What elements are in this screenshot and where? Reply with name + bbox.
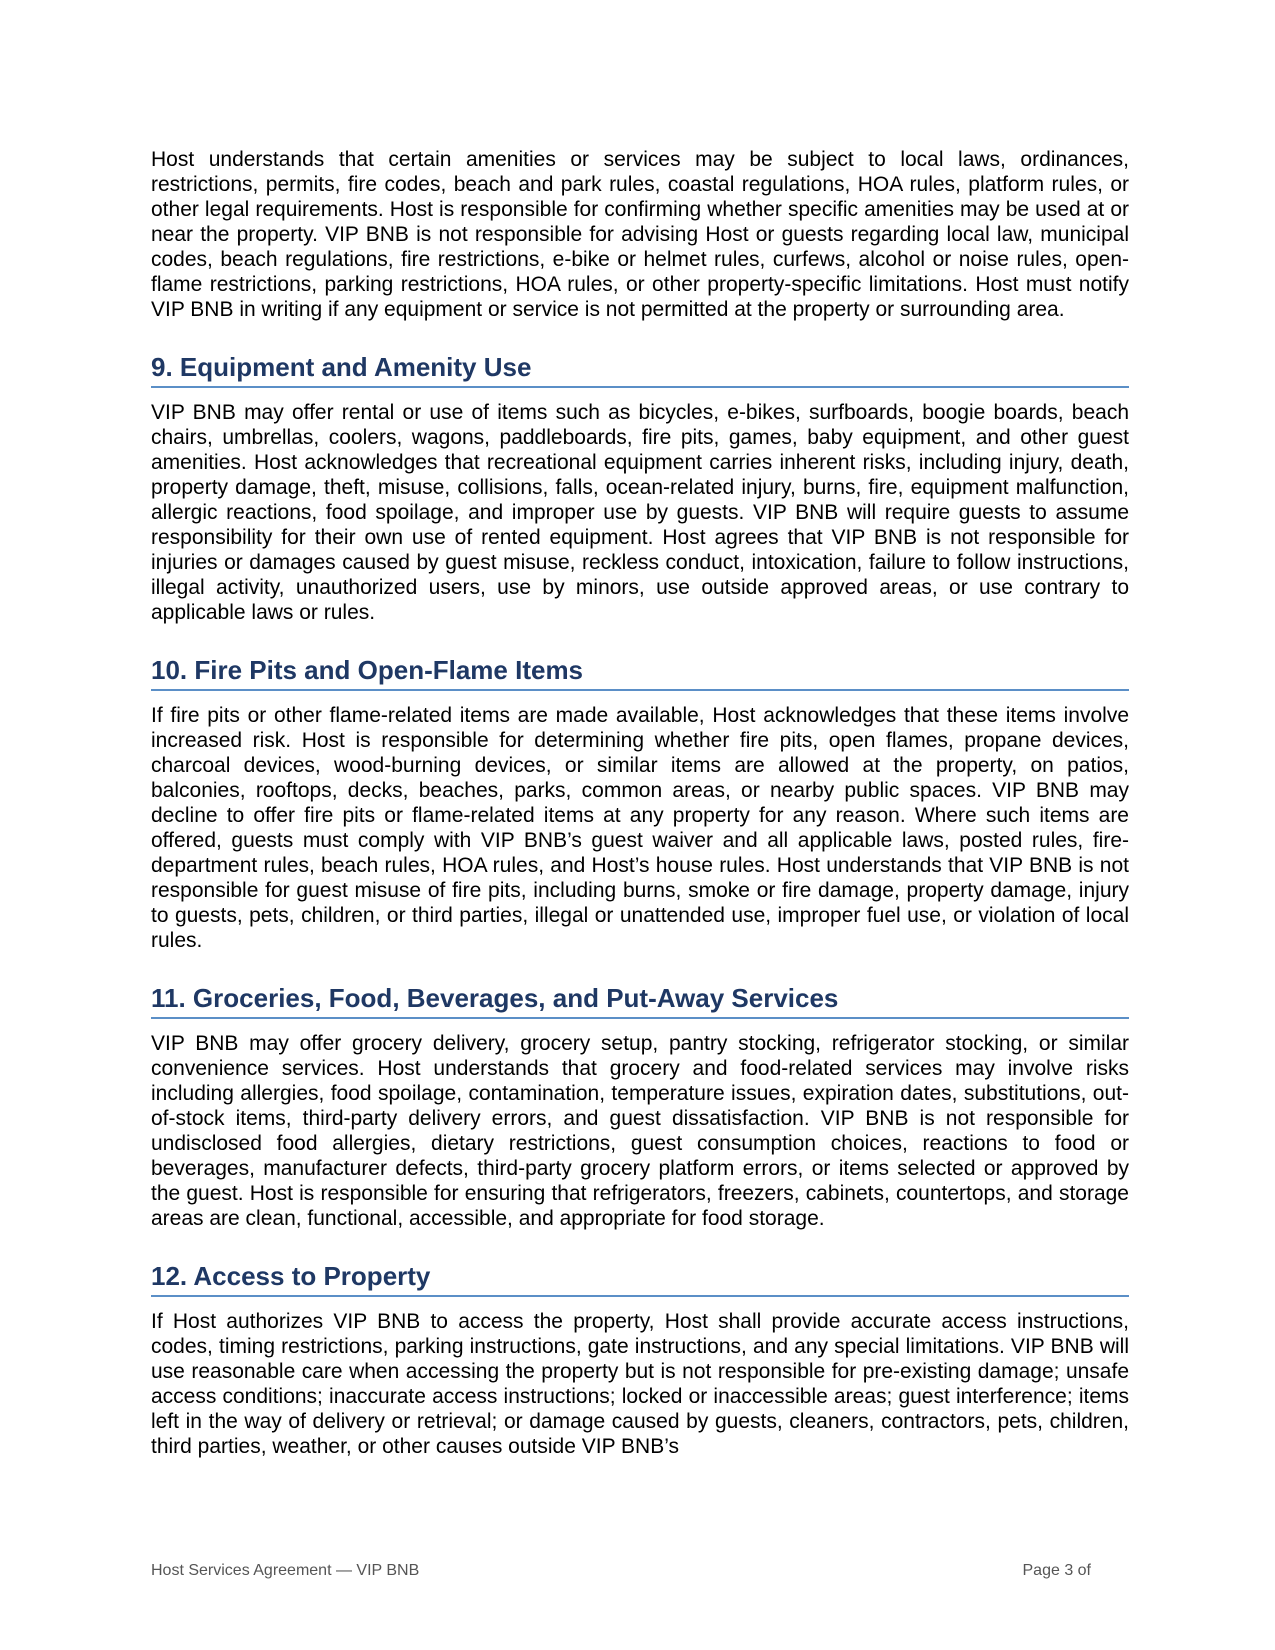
section-heading: 10. Fire Pits and Open-Flame Items <box>151 653 1129 691</box>
section-heading: 11. Groceries, Food, Beverages, and Put-Away Services <box>151 981 1129 1019</box>
section-paragraph: VIP BNB may offer rental or use of items such as bicycles, e-bikes, surfboards, boogie boards, beach chairs, umbrellas, coolers, wagons, paddleboards, fire pits, games, baby equipment, and other guest amenities. Host acknowledges that recreational equipment carries inherent risks, including injury, death, property damage, theft, misuse, collisions, falls, ocean-related injury, burns, fire, equipment malfunction, allergic reactions, food spoilage, and improper use by guests. VIP BNB will require guests to assume responsibility for their own use of rented equipment. Host agrees that VIP BNB is not responsible for injuries or damages caused by guest misuse, reckless conduct, intoxication, failure to follow instructions, illegal activity, unauthorized users, use by minors, use outside approved areas, or use contrary to applicable laws or rules. <box>151 401 1129 624</box>
section-equipment-amenity-use <box>151 350 1129 625</box>
section-heading: 9. Equipment and Amenity Use <box>151 350 1129 388</box>
document-page <box>151 147 1129 1459</box>
section-paragraph: If Host authorizes VIP BNB to access the property, Host shall provide accurate access instructions, codes, timing restrictions, parking instructions, gate instructions, and any special limitations. VIP BNB will use reasonable care when accessing the property but is not responsible for pre-existing damage; unsafe access conditions; inaccurate access instructions; locked or inaccessible areas; guest interference; items left in the way of delivery or retrieval; or damage caused by guests, cleaners, contractors, pets, children, third parties, weather, or other causes outside VIP BNB’s <box>151 1310 1129 1458</box>
section-fire-pits <box>151 653 1129 953</box>
section-groceries-food <box>151 981 1129 1231</box>
intro-paragraph: Host understands that certain amenities or services may be subject to local laws, ordinances, restrictions, permits, fire codes, beach and park rules, coastal regulations, HOA rules, platform rules, or other legal requirements. Host is responsible for confirming whether specific amenities may be used at or near the property. VIP BNB is not responsible for advising Host or guests regarding local law, municipal codes, beach regulations, fire restrictions, e-bike or helmet rules, curfews, alcohol or noise rules, open-flame restrictions, parking restrictions, HOA rules, or other property-specific limitations. Host must notify VIP BNB in writing if any equipment or service is not permitted at the property or surrounding area. <box>151 148 1129 321</box>
section-paragraph: If fire pits or other flame-related items are made available, Host acknowledges that these items involve increased risk. Host is responsible for determining whether fire pits, open flames, propane devices, charcoal devices, wood-burning devices, or similar items are allowed at the property, on patios, balconies, rooftops, decks, beaches, parks, common areas, or nearby public spaces. VIP BNB may decline to offer fire pits or flame-related items at any property for any reason. Where such items are offered, guests must comply with VIP BNB’s guest waiver and all applicable laws, posted rules, fire-department rules, beach rules, HOA rules, and Host’s house rules. Host understands that VIP BNB is not responsible for guest misuse of fire pits, including burns, smoke or fire damage, property damage, injury to guests, pets, children, or third parties, illegal or unattended use, improper fuel use, or violation of local rules. <box>151 704 1129 952</box>
section-paragraph: VIP BNB may offer grocery delivery, grocery setup, pantry stocking, refrigerator stocking, or similar convenience services. Host understands that grocery and food-related services may involve risks including allergies, food spoilage, contamination, temperature issues, expiration dates, substitutions, out-of-stock items, third-party delivery errors, and guest dissatisfaction. VIP BNB is not responsible for undisclosed food allergies, dietary restrictions, guest consumption choices, reactions to food or beverages, manufacturer defects, third-party grocery platform errors, or items selected or approved by the guest. Host is responsible for ensuring that refrigerators, freezers, cabinets, countertops, and storage areas are clean, functional, accessible, and appropriate for food storage. <box>151 1032 1129 1230</box>
section-heading: 12. Access to Property <box>151 1259 1129 1297</box>
footer-document-title: Host Services Agreement — VIP BNB <box>151 1562 420 1579</box>
section-access-to-property <box>151 1259 1129 1459</box>
footer-page-number: Page 3 of <box>1022 1562 1091 1579</box>
